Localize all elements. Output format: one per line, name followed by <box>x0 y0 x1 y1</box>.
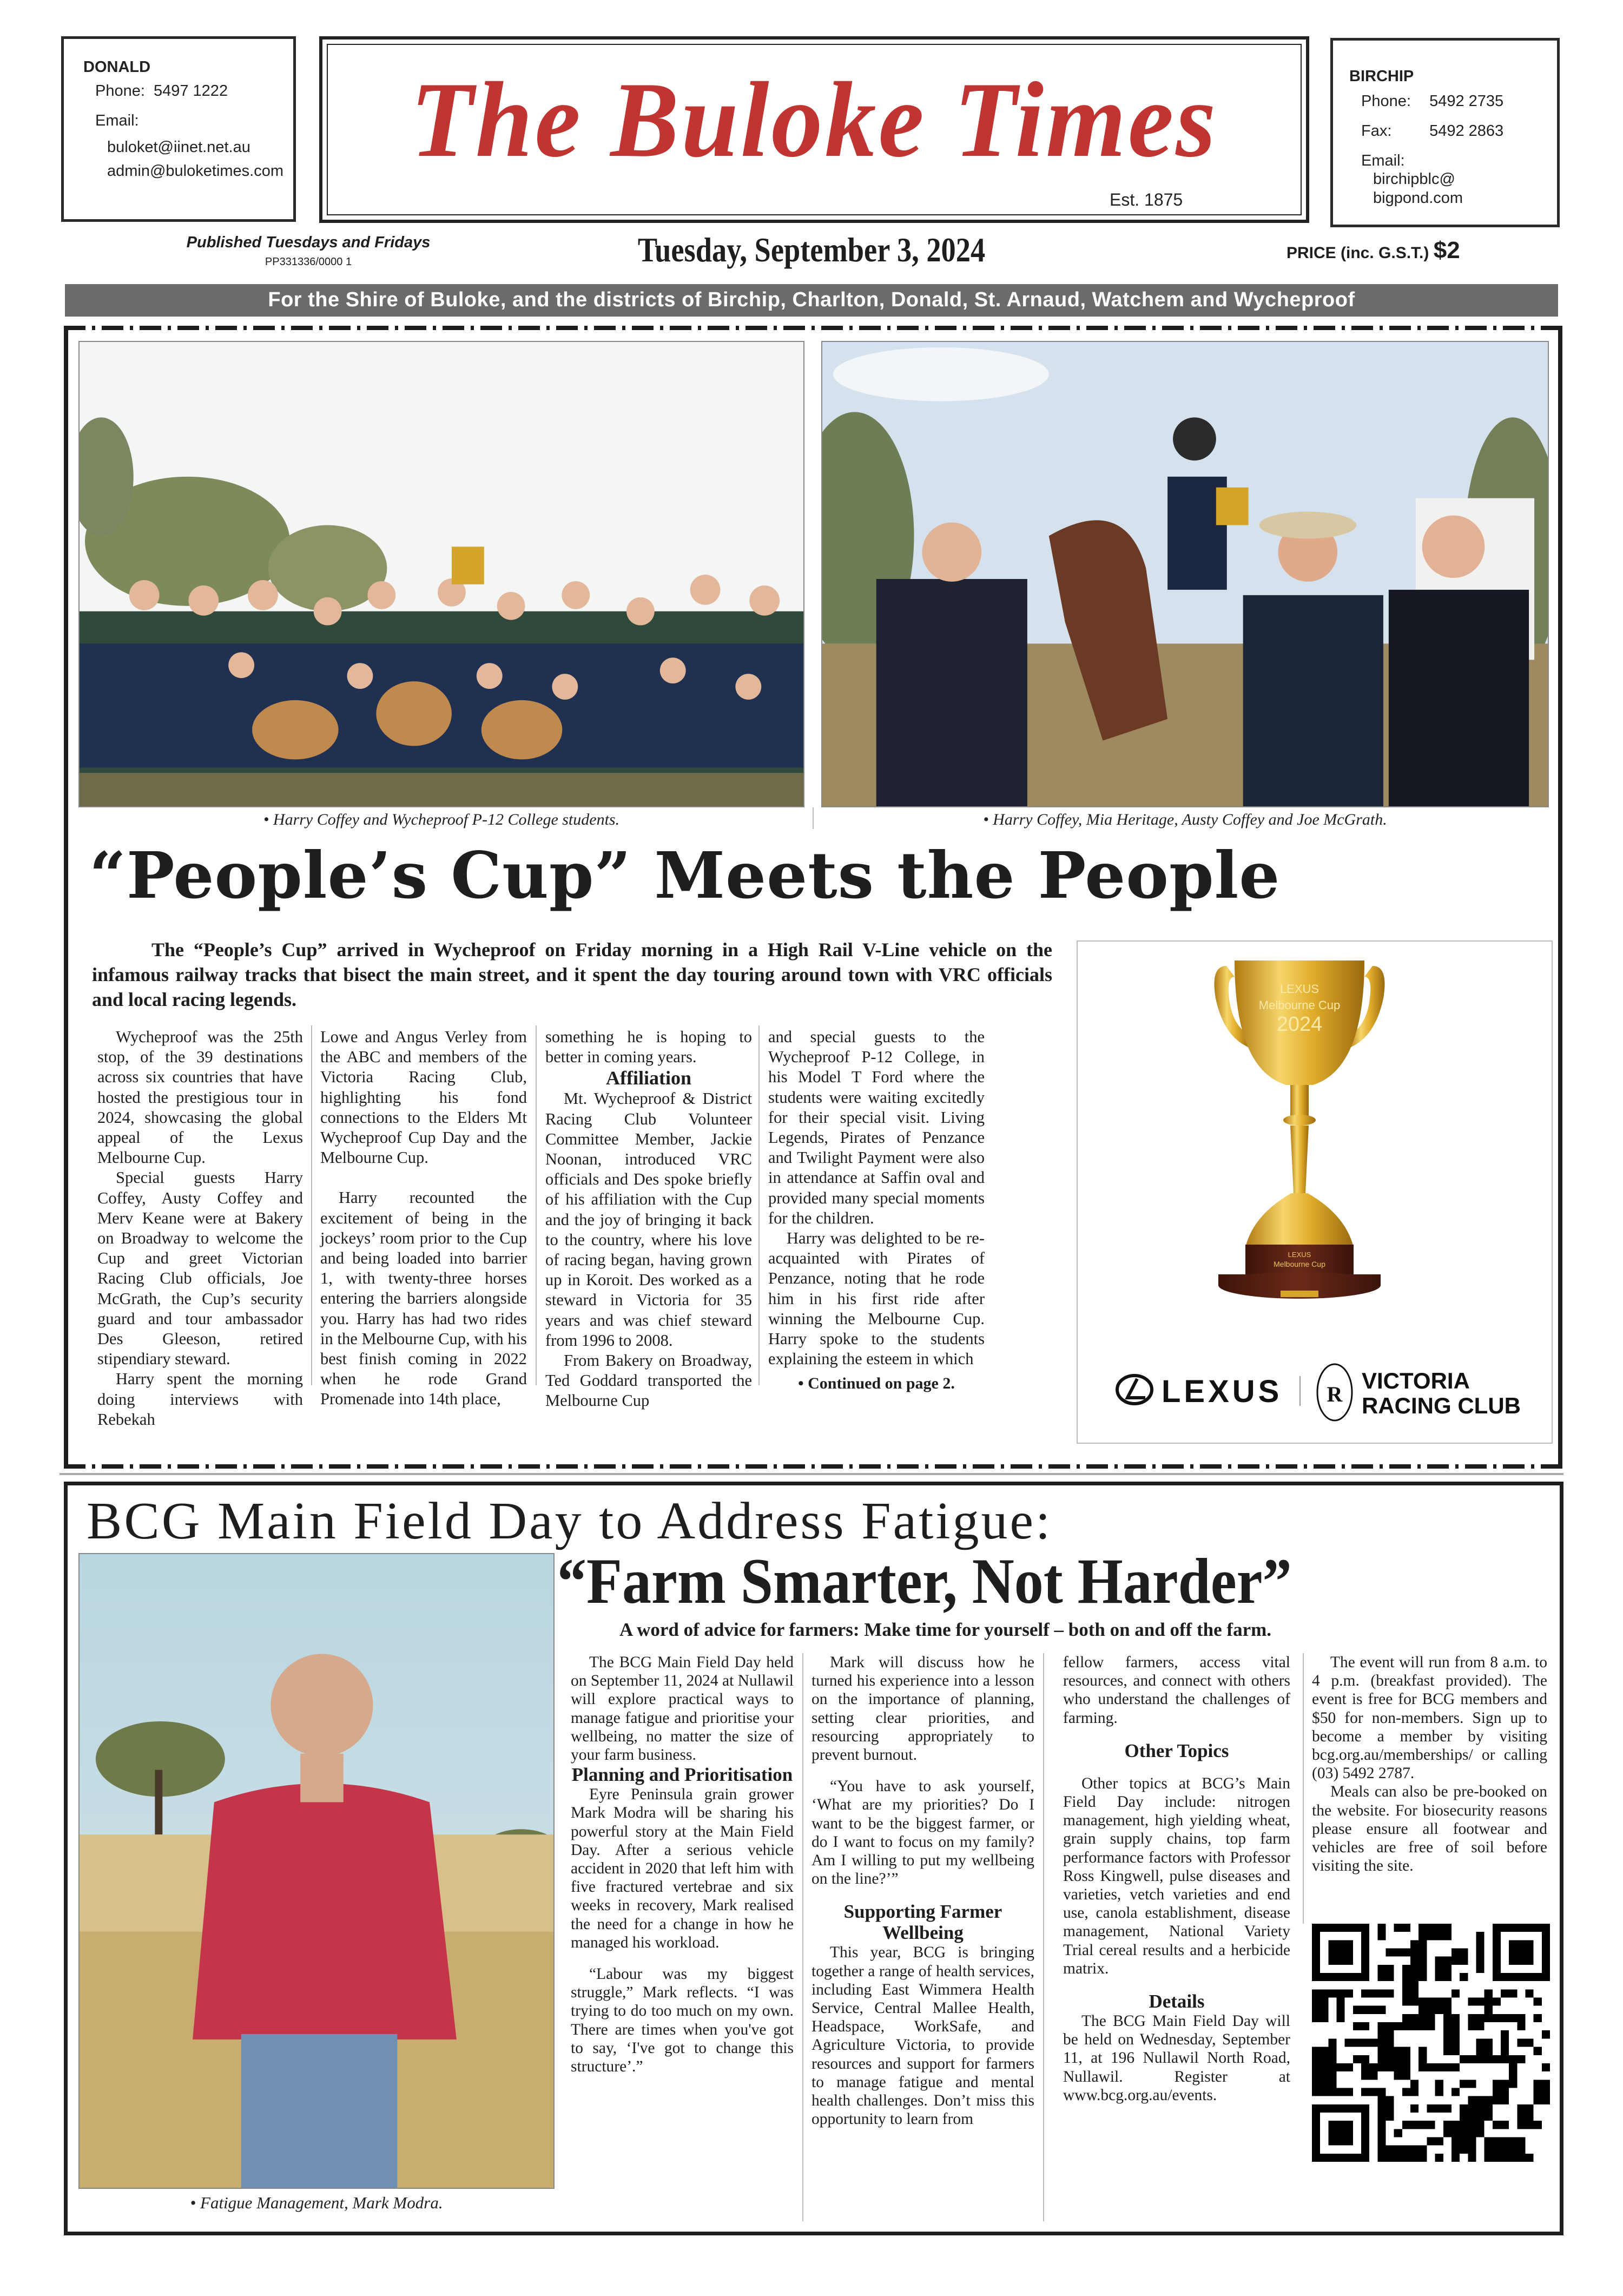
column-divider <box>1043 1653 1044 2221</box>
paragraph: Mt. Wycheproof & District Racing Club Volunteer Committee Member, Jackie Noonan, introduced VRC officials and Des spoke briefly of his affiliation with the Cup and the joy of bringing it back to the country, where his love of racing began, having grown up in Koroit. Des worked as a steward in Victoria for 35 years and was chief steward from 1996 to 2008. <box>545 1089 752 1350</box>
photo-students-group <box>78 341 804 807</box>
newspaper-title: The Buloke Times <box>410 60 1218 180</box>
email-link[interactable]: admin@buloketimes.com <box>107 162 284 180</box>
column-divider <box>1303 1653 1304 1924</box>
vrc-name-line2: RACING CLUB <box>1362 1393 1521 1418</box>
continued-on-page-link[interactable]: • Continued on page 2. <box>798 1374 955 1393</box>
paragraph: Meals can also be pre-booked on the website. For biosecurity reasons please ensure all footwear and vehicles are free of soil before visiting the site. <box>1312 1783 1547 1875</box>
svg-text:Melbourne Cup: Melbourne Cup <box>1274 1260 1325 1268</box>
article-column-1 <box>97 1027 303 1430</box>
email-label: Email: <box>1361 152 1405 169</box>
paragraph: fellow farmers, access vital resources, and connect with others who understand the challenges of farming. <box>1063 1654 1290 1727</box>
article-column-3 <box>545 1027 752 1411</box>
headline-peoples-cup: “People’s Cup” Meets the People <box>89 838 1281 913</box>
paragraph: Lowe and Angus Verley from the ABC and members of the Victoria Racing Club, highlighting his fond connections to the Elders Mt Wycheproof Cup Day and the Melbourne Cup. <box>320 1028 527 1167</box>
melbourne-cup-trophy-icon <box>1210 955 1389 1301</box>
email-link[interactable]: bigpond.com <box>1373 189 1463 207</box>
story-lede: The “People’s Cup” arrived in Wycheproof on Friday morning in a High Rail V-Line vehicle on the infamous railway tracks that bisect the main street, and it spent the day touring around town with VRC officials and local racing legends. <box>92 939 1052 1010</box>
vrc-name-line1: VICTORIA <box>1362 1368 1470 1393</box>
column-divider <box>536 1025 537 1385</box>
office-town: BIRCHIP <box>1349 68 1414 85</box>
issue-price <box>1286 237 1460 264</box>
column-divider <box>311 1025 312 1385</box>
email-link[interactable]: birchipblc@ <box>1373 170 1455 188</box>
column-divider <box>758 1025 760 1385</box>
sponsor-logos <box>1116 1363 1527 1427</box>
event-registration-qr-code[interactable] <box>1312 1924 1550 2162</box>
paragraph: Other topics at BCG’s Main Field Day include: nitrogen management, high yielding wheat, grain supply chains, top farm performance factors with Professor Ross Kingwell, pulse diseases and varieties, vetch varieties and end use, canola establishment, disease management, National Variety Trial cereal results and a herbicide matrix. <box>1063 1774 1290 1977</box>
paragraph: and special guests to the Wycheproof P-12 College, in his Model T Ford where the students were waiting excitedly for their special visit. Living Legends, Pirates of Penzance and Twilight Payment were also in attendance at Saffin oval and provided many special moments for the children. <box>768 1028 985 1227</box>
qr-code-icon <box>1312 1924 1550 2162</box>
sponsor-lexus-wordmark: LEXUS <box>1162 1374 1283 1409</box>
email-label: Email: <box>95 111 139 129</box>
issue-date: Tuesday, September 3, 2024 <box>637 231 986 269</box>
paragraph: From Bakery on Broadway, Ted Goddard transported the Melbourne Cup <box>545 1351 752 1410</box>
svg-text:LEXUS: LEXUS <box>1288 1251 1311 1259</box>
section-heading-other-topics: Other Topics <box>1124 1740 1229 1761</box>
price-value: $2 <box>1433 237 1460 264</box>
headline-bcg-field-day: BCG Main Field Day to Address Fatigue: <box>87 1492 1053 1550</box>
paragraph: The event will run from 8 a.m. to 4 p.m. (breakfast provided). The event is free for BCG members and $50 for non-members. Sign up to become a member by visiting bcg.org.au/memberships/ or calling (03) 5492 2787. <box>1312 1654 1547 1782</box>
coverage-banner: For the Shire of Buloke, and the districts of Birchip, Charlton, Donald, St. Arnaud, Watchem and Wycheproof <box>65 284 1558 317</box>
paragraph: Harry spent the morning doing interviews with Rebekah <box>97 1370 303 1429</box>
paragraph: This year, BCG is bringing together a range of health services, including East Wimmera Health Service, Central Mallee Health, Headspace, WorkSafe, and Agriculture Victoria, to provide resources and support for farmers to manage fatigue and mental health challenges. Don’t miss this opportunity to learn from <box>812 1944 1034 2128</box>
phone-label: Phone: <box>95 82 145 100</box>
paragraph: something he is hoping to better in coming years. <box>545 1028 752 1067</box>
column-divider <box>802 1653 803 2221</box>
donald-office-contact <box>61 36 296 222</box>
office-town: DONALD <box>83 58 151 76</box>
svg-text:Melbourne Cup: Melbourne Cup <box>1258 998 1341 1012</box>
phone-number: 5492 2735 <box>1429 93 1504 110</box>
price-label: PRICE (inc. G.S.T.) <box>1286 244 1429 262</box>
phone-label: Phone: <box>1361 93 1411 110</box>
phone-number: 5497 1222 <box>153 82 228 100</box>
section-heading-planning: Planning and Prioritisation <box>571 1764 793 1786</box>
svg-text:LEXUS: LEXUS <box>1279 982 1319 996</box>
photo-mark-modra <box>78 1553 555 2189</box>
article-column-2 <box>812 1653 1034 2128</box>
vrc-crest-icon <box>1316 1363 1354 1422</box>
caption-divider <box>813 807 814 829</box>
section-heading-supporting-wellbeing: Supporting Farmer Wellbeing <box>843 1901 1002 1944</box>
melbourne-cup-advertisement <box>1077 940 1553 1444</box>
paragraph: “Labour was my biggest struggle,” Mark reflects. “I was trying to do too much on my own. There are times when you've got to say, ‘I've got to change this structure’.” <box>571 1965 794 2076</box>
photo-caption-horse: • Harry Coffey, Mia Heritage, Austy Coffey and Joe McGrath. <box>983 811 1387 828</box>
publication-schedule: Published Tuesdays and Fridays <box>186 234 431 251</box>
paragraph: Harry recounted the excitement of being in the jockeys’ room prior to the Cup and being loaded into barrier 1, with twenty-three horses entering the barriers alongside you. Harry has had two rides in the Melbourne Cup, with his best finish coming in 2022 when he rode Grand Promenade into 14th place, <box>320 1188 527 1409</box>
svg-text:R: R <box>1327 1382 1343 1406</box>
article-column-1 <box>571 1653 794 2076</box>
svg-text:2024: 2024 <box>1276 1013 1323 1036</box>
story-subheading: A word of advice for farmers: Make time for yourself – both on and off the farm. <box>619 1619 1272 1640</box>
article-column-2 <box>320 1027 527 1410</box>
print-post-number: PP331336/0000 1 <box>265 256 352 268</box>
paragraph: “You have to ask yourself, ‘What are my priorities? Do I want to be the biggest farmer, or do I want to focus on my family? Am I willing to put my wellbeing on the line?’” <box>812 1778 1034 1888</box>
headline-farm-smarter: “Farm Smarter, Not Harder” <box>557 1545 1292 1617</box>
masthead <box>319 36 1309 223</box>
section-rule <box>60 1473 1563 1475</box>
article-column-4 <box>1312 1653 1547 1875</box>
article-column-3 <box>1063 1653 1290 2104</box>
paragraph: Harry was delighted to be re-acquainted with Pirates of Penzance, noting that he rode him in his first ride after winning the Melbourne Cup. Harry spoke to the students explaining the esteem in which <box>768 1229 985 1369</box>
section-heading-details: Details <box>1149 1991 1205 2012</box>
email-link[interactable]: buloket@iinet.net.au <box>107 138 250 156</box>
paragraph: The BCG Main Field Day will be held on Wednesday, September 11, at 196 Nullawil North Road, Nullawil. Register at www.bcg.org.au/events. <box>1063 2012 1290 2104</box>
article-column-4 <box>768 1027 985 1394</box>
lexus-logo-icon <box>1116 1373 1153 1406</box>
photo-caption-mark-modra: • Fatigue Management, Mark Modra. <box>190 2193 443 2212</box>
paragraph: Special guests Harry Coffey, Austy Coffey and Merv Keane were at Bakery on Broadway to welcome the Cup and greet Victorian Racing Club officials, Joe McGrath, the Cup’s security guard and tour ambassador Des Gleeson, retired stipendiary steward. <box>97 1168 303 1369</box>
photo-caption-students: • Harry Coffey and Wycheproof P-12 College students. <box>263 811 620 828</box>
paragraph: The BCG Main Field Day held on September 11, 2024 at Nullawil will explore practical ways to manage fatigue and prioritise your wellbeing, no matter the size of your farm business. <box>571 1654 794 1764</box>
paragraph: Eyre Peninsula grain grower Mark Modra will be sharing his powerful story at the Main Field Day. After a serious vehicle accident in 2020 that left him with five fractured vertebrae and six weeks in recovery, Mark realised the need for a change in how he managed his workload. <box>571 1786 794 1951</box>
fax-label: Fax: <box>1361 122 1392 140</box>
photo-horse-and-cup <box>821 341 1549 807</box>
fax-number: 5492 2863 <box>1429 122 1504 140</box>
section-heading-affiliation: Affiliation <box>606 1067 691 1089</box>
paragraph: Mark will discuss how he turned his experience into a lesson on the importance of planning, setting clear priorities, and resourcing appropriately to prevent burnout. <box>812 1654 1034 1764</box>
established-year: Est. 1875 <box>1110 190 1183 209</box>
logo-divider <box>1299 1376 1301 1406</box>
paragraph: Wycheproof was the 25th stop, of the 39 destinations across six countries that have hosted the prestigious tour in 2024, showcasing the global appeal of the Lexus Melbourne Cup. <box>97 1028 303 1167</box>
birchip-office-contact <box>1330 38 1560 227</box>
